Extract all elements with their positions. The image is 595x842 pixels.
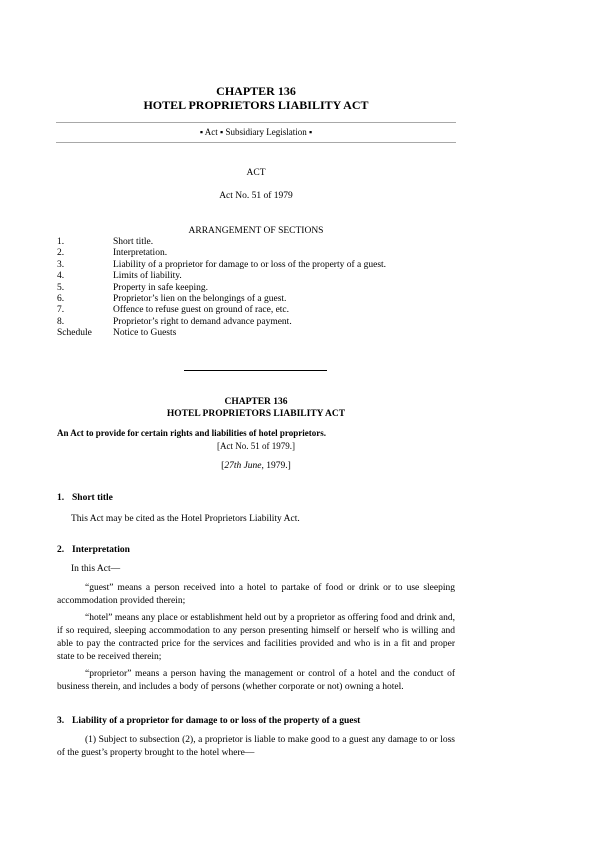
date-open-bracket: [ [221,461,225,471]
toc-item-number: 4. [57,271,65,282]
bottom-rule [56,142,456,143]
toc-item-number: 8. [57,316,65,327]
arrangement-of-sections [57,237,477,340]
section-1-heading [57,493,113,503]
section-3-heading [57,716,360,726]
section-title: Interpretation [72,545,130,555]
section-number: 2. [57,545,65,555]
chapter-heading: CHAPTER 136 [216,84,296,98]
section-number: 1. [57,493,65,503]
definition-guest: “guest” means a person received into a hotel to partake of food or drink or to use sleeping accommodation provided therein; [57,583,455,606]
toc-item-number: 5. [57,282,65,293]
toc-item[interactable] [57,317,477,328]
nav-link-subsidiary-legislation[interactable]: Subsidiary Legislation [225,127,307,137]
body-act-title: HOTEL PROPRIETORS LIABILITY ACT [166,409,346,419]
toc-item-title: Liability of a proprietor for damage to or loss of the property of a guest. [113,259,387,270]
date-day-month: 27th June [224,461,262,471]
toc-item[interactable] [57,283,477,294]
section-2-heading [57,545,130,555]
toc-item-number: 7. [57,305,65,316]
arrangement-title: ARRANGEMENT OF SECTIONS [188,226,324,236]
section-divider [184,370,327,371]
toc-item[interactable] [57,271,477,282]
toc-item[interactable] [57,294,477,305]
toc-item-title: Proprietor’s right to demand advance payment. [113,316,292,327]
act-reference: [Act No. 51 of 1979.] [217,441,295,451]
body-chapter-heading: CHAPTER 136 [224,397,288,407]
nav-bullet-icon: ▪ [199,127,204,137]
act-title-heading: HOTEL PROPRIETORS LIABILITY ACT [143,98,369,112]
toc-item-number: 1. [57,237,65,247]
toc-item-title: Limits of liability. [113,271,182,282]
commencement-date [56,460,456,473]
definition-hotel: “hotel” means any place or establishment held out by a proprietor as offering food and drink and, if so required, sleeping accommodation to any person presenting himself or herself who is willing and able to pay the contracted price for the services and facilities provided and who is in a fit and proper state to be received therein; [57,613,455,662]
section-title: Short title [72,493,113,503]
toc-item-title: Interpretation. [113,248,168,259]
toc-item-number: 3. [57,259,65,270]
toc-item[interactable] [57,260,477,271]
toc-item[interactable] [57,305,477,316]
toc-item[interactable] [57,248,477,259]
toc-item-title: Short title. [113,237,154,247]
act-number: Act No. 51 of 1979 [219,191,293,201]
toc-item-number: 6. [57,293,65,304]
nav-link-act[interactable]: Act [204,127,218,137]
toc-item[interactable] [57,237,477,248]
top-rule [56,122,456,123]
toc-item-title: Offence to refuse guest on ground of race, etc. [113,305,290,316]
section-3-text: (1) Subject to subsection (2), a proprietor is liable to make good to a guest any damage to or loss of the guest’s property brought to the hotel where— [57,735,455,758]
long-title: An Act to provide for certain rights and liabilities of hotel proprietors. [57,428,326,438]
toc-item[interactable] [57,328,477,339]
section-2-intro: In this Act— [71,564,121,574]
toc-item-title: Notice to Guests [113,328,177,339]
date-year: , 1979.] [261,461,291,471]
navigation-links [56,126,456,139]
toc-item-title: Proprietor’s lien on the belongings of a guest. [113,293,287,304]
section-number: 3. [57,716,65,726]
nav-bullet-icon: ▪ [308,127,313,137]
section-1-text: This Act may be cited as the Hotel Proprietors Liability Act. [71,514,300,524]
nav-bullet-icon: ▪ [220,127,224,137]
act-label: ACT [246,168,266,178]
toc-item-title: Property in safe keeping. [113,282,208,293]
section-title: Liability of a proprietor for damage to or loss of the property of a guest [72,716,361,726]
definition-proprietor: “proprietor” means a person having the management or control of a hotel and the conduct of business therein, and includes a body of persons (whether corporate or not) owning a hotel. [57,669,455,692]
toc-item-number: Schedule [57,328,92,339]
toc-item-number: 2. [57,248,65,259]
